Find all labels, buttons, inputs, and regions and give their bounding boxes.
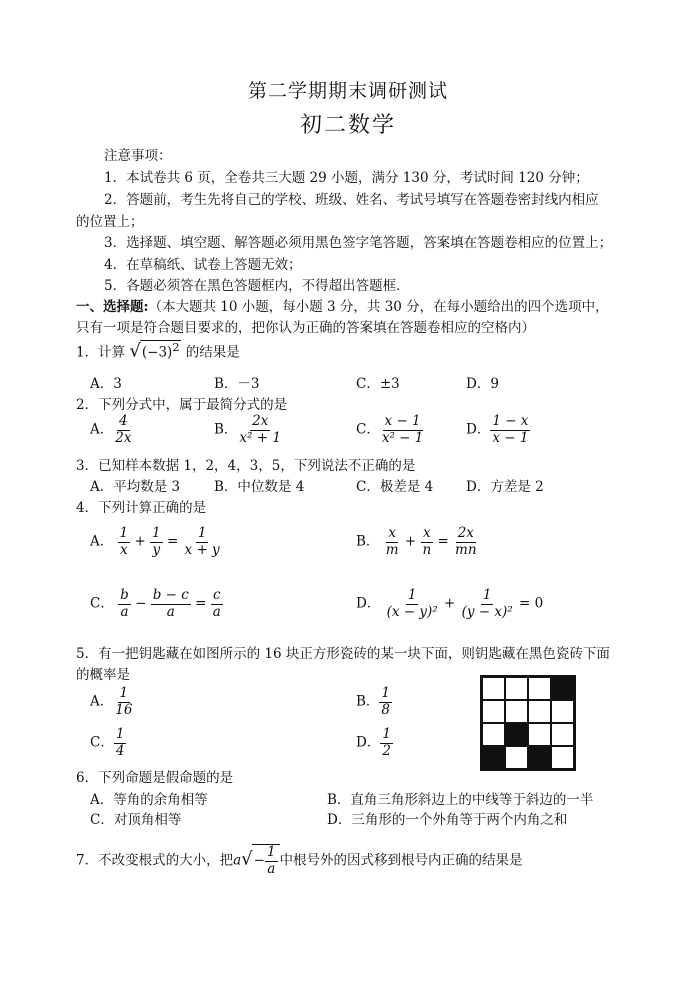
question-4: 4．下列计算正确的是 [76, 500, 207, 516]
option: D．三角形的一个外角等于两个内角之和 [327, 812, 568, 828]
question-5-cont: 的概率是 [76, 667, 130, 683]
tile-white [528, 677, 551, 700]
notice-heading: 注意事项： [104, 148, 172, 164]
option: C．极差是 4 [356, 479, 434, 495]
tile-white [528, 723, 551, 746]
option: C．对顶角相等 [90, 812, 182, 828]
notice-item: 2．答题前，考生先将自己的学校、班级、姓名、考试号填写在答题卷密封线内相应 [104, 192, 599, 208]
q7-radicand: − $\frac{1}{a}$ [252, 844, 280, 877]
option: C． $\frac{b}{a}$ − $\frac{b - c}{a}$ = $\frac{c}{a}$ [90, 587, 221, 620]
option: C． $\frac{1}{4}$ [90, 726, 125, 759]
option: D．方差是 2 [466, 479, 544, 495]
option: A． $\frac{1}{x}$ + $\frac{1}{y}$ = $\frac{1}{x + y}$ [90, 525, 220, 558]
section-heading [76, 295, 609, 315]
tile-white [505, 746, 528, 769]
option: D． $\frac{1 - x}{x - 1}$ [466, 413, 529, 446]
q1-prefix: 1．计算 [76, 344, 126, 361]
tile-white [505, 700, 528, 723]
tile-white [482, 723, 505, 746]
notice-item: 1．本试卷共 6 页，全卷共三大题 29 小题，满分 130 分，考试时间 120 分钟； [104, 170, 589, 186]
option: A． $\frac{4}{2x}$ [90, 413, 132, 446]
tile-grid-figure [480, 675, 576, 771]
fraction: $\frac{1 - x}{x - 1}$ [492, 413, 529, 446]
option: D． $\frac{1}{\text{(x − y)²}}$ + $\frac{1}{\text{(y − x)²}}$ = 0 [356, 587, 544, 620]
q1-suffix: 的结果是 [185, 344, 240, 361]
question-6: 6．下列命题是假命题的是 [76, 770, 234, 786]
notice-item: 5．各题必须答在黑色答题框内，不得超出答题框． [104, 278, 410, 294]
question-5: 5．有一把钥匙藏在如图所示的 16 块正方形瓷砖的某一块下面，则钥匙藏在黑色瓷砖下面 [76, 646, 610, 662]
tile-white [528, 700, 551, 723]
option: B．中位数是 4 [214, 479, 305, 495]
section-label: 一、选择题: [76, 299, 149, 315]
tile-white [551, 700, 574, 723]
fraction: $\frac{4}{2x}$ [115, 413, 132, 446]
page-subtitle: 初二数学 [299, 113, 396, 138]
question-3: 3．已知样本数据 1，2，4，3，5，下列说法不正确的是 [76, 458, 416, 474]
radical-sign: √ [129, 340, 141, 362]
question-1 [76, 340, 240, 362]
option: C．±3 [356, 376, 400, 392]
option: B． $\frac{2x}{\text{x² + 1}}$ [214, 413, 281, 446]
radical-sign: √ [241, 848, 253, 870]
page-title: 第二学期期末调研测试 [247, 80, 448, 102]
notice-item: 的位置上； [76, 214, 144, 230]
tile-white [551, 746, 574, 769]
fraction: $\frac{2x}{\text{x² + 1}}$ [239, 413, 281, 446]
option: B． $\frac{x}{m}$ + $\frac{x}{n}$ = $\frac{2x}{mn}$ [356, 525, 477, 558]
notice-item: 3．选择题、填空题、解答题必须用黑色签字笔答题，答案填在答题卷相应的位置上； [104, 235, 613, 251]
section-desc-2: 只有一项是符合题目要求的，把你认为正确的答案填在答题卷相应的空格内） [76, 320, 535, 336]
tile-white [505, 677, 528, 700]
option: C． $\frac{x - 1}{\text{x² − 1}}$ [356, 413, 424, 446]
tile-white [482, 677, 505, 700]
tile-black [505, 723, 528, 746]
fraction: $\frac{x - 1}{\text{x² − 1}}$ [381, 413, 424, 446]
q1-radicand: $(-3)^2$ [141, 341, 180, 361]
tile-black [482, 746, 505, 769]
option: A．平均数是 3 [90, 479, 181, 495]
option: B．直角三角形斜边上的中线等于斜边的一半 [327, 792, 594, 808]
option: A．等角的余角相等 [90, 792, 208, 808]
option: A．3 [90, 376, 122, 392]
option: B． $\frac{1}{8}$ [356, 685, 391, 718]
option: D． $\frac{1}{2}$ [356, 726, 391, 759]
option: D．9 [466, 376, 499, 392]
tile-white [551, 723, 574, 746]
tile-black [528, 746, 551, 769]
question-2: 2．下列分式中，属于最简分式的是 [76, 397, 288, 413]
option: A． $\frac{1}{16}$ [90, 685, 133, 718]
tile-white [482, 700, 505, 723]
notice-item: 4．在草稿纸、试卷上答题无效； [104, 257, 302, 273]
tile-black [551, 677, 574, 700]
option: B．－3 [214, 376, 260, 392]
question-7: 7．不改变根式的大小，把a√− $\frac{1}{a}$ 中根号外的因式移到根号内正确的结果是 [76, 844, 523, 877]
section-desc: （本大题共 10 小题，每小题 3 分，共 30 分，在每小题给出的四个选项中， [148, 299, 609, 315]
